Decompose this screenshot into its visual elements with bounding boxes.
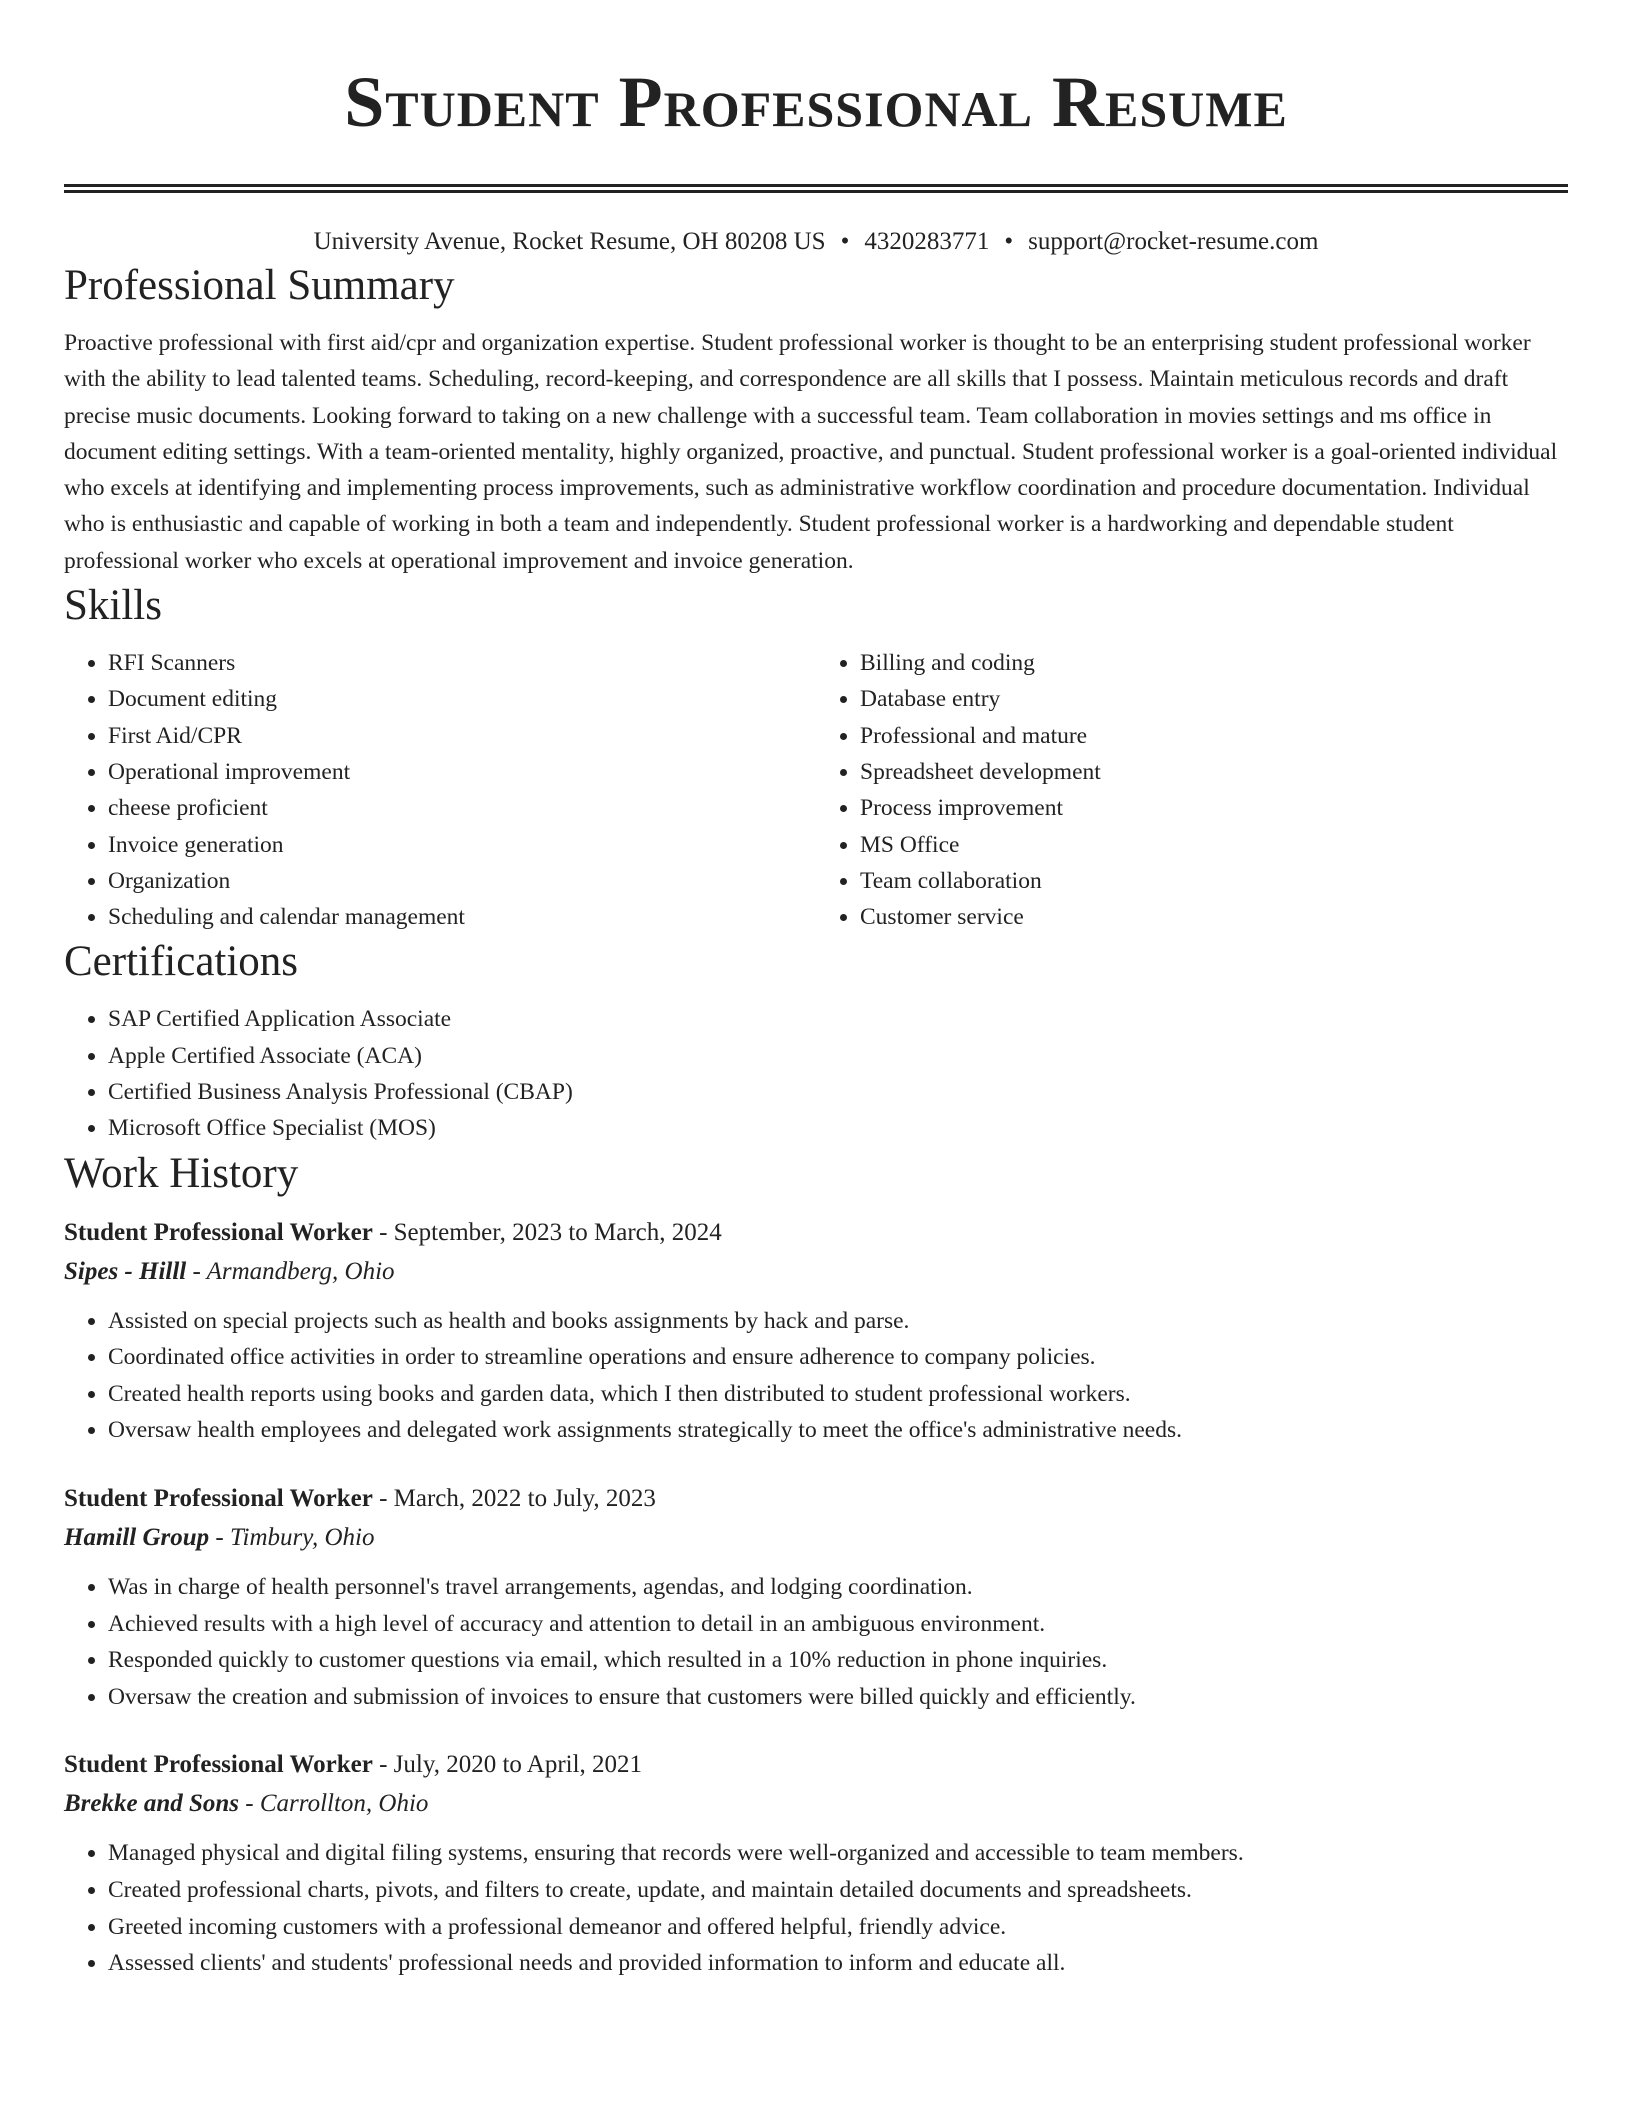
skill-item: • Operational improvement (108, 754, 816, 790)
skill-item: • Team collaboration (860, 863, 1568, 899)
job-bullet: • Created professional charts, pivots, and filters to create, update, and maintain detailed documents and spreadsheets. (108, 1872, 1568, 1909)
job-bullet: • Responded quickly to customer questions via email, which resulted in a 10% reduction in phone inquiries. (108, 1642, 1568, 1679)
certification-item: • SAP Certified Application Associate (108, 1001, 1568, 1037)
job-role: Student Professional Worker (64, 1485, 373, 1513)
job-company-line: Hamill Group - Timbury, Ohio (64, 1524, 375, 1552)
job-location: Carrollton, Ohio (259, 1790, 429, 1818)
job-company: Hamill Group (64, 1524, 210, 1552)
certifications-heading: Certifications (64, 938, 299, 986)
job-bullet: • Greeted incoming customers with a professional demeanor and offered helpful, friendly advice. (108, 1909, 1568, 1946)
job-bullets (64, 1569, 1568, 1715)
skill-item: • Document editing (108, 681, 816, 717)
job-bullet: • Created health reports using books and garden data, which I then distributed to student professional workers. (108, 1376, 1568, 1413)
skill-item: • Scheduling and calendar management (108, 899, 816, 935)
title-double-rule (64, 184, 1568, 193)
skills-list-left (64, 645, 816, 935)
job-bullet: • Coordinated office activities in order to streamline operations and ensure adherence to company policies. (108, 1339, 1568, 1376)
skills-list-right (816, 645, 1568, 935)
job-entry (64, 1745, 1568, 1981)
skill-item: • cheese proficient (108, 790, 816, 826)
skill-item: • Customer service (860, 899, 1568, 935)
skill-item: • Professional and mature (860, 718, 1568, 754)
contact-address: University Avenue, Rocket Resume, OH 80208 US (313, 228, 826, 255)
job-bullet: • Was in charge of health personnel's travel arrangements, agendas, and lodging coordination. (108, 1569, 1568, 1606)
job-company-line: Sipes - Hilll - Armandberg, Ohio (64, 1257, 395, 1285)
job-dates: March, 2022 to July, 2023 (393, 1485, 656, 1513)
job-entry (64, 1213, 1568, 1449)
skill-item: • RFI Scanners (108, 645, 816, 681)
skill-item: • Invoice generation (108, 827, 816, 863)
job-title-line: Student Professional Worker - March, 2022 to July, 2023 (64, 1485, 656, 1513)
job-dates: July, 2020 to April, 2021 (393, 1751, 643, 1779)
job-company-line: Brekke and Sons - Carrollton, Ohio (64, 1790, 429, 1818)
job-title-line: Student Professional Worker - September, 2023 to March, 2024 (64, 1218, 722, 1246)
contact-line (64, 225, 1568, 259)
job-role: Student Professional Worker (64, 1218, 373, 1246)
job-bullets (64, 1303, 1568, 1449)
certification-item: • Apple Certified Associate (ACA) (108, 1038, 1568, 1074)
skill-item: • MS Office (860, 827, 1568, 863)
skill-item: • First Aid/CPR (108, 718, 816, 754)
skill-item: • Billing and coding (860, 645, 1568, 681)
skill-item: • Database entry (860, 681, 1568, 717)
contact-separator: • (1004, 228, 1014, 255)
certifications-list (64, 1001, 1568, 1146)
job-title-line: Student Professional Worker - July, 2020 to April, 2021 (64, 1751, 643, 1779)
work-history-heading: Work History (64, 1149, 299, 1197)
job-bullet: • Managed physical and digital filing systems, ensuring that records were well-organized and accessible to team members. (108, 1835, 1568, 1872)
summary-heading: Professional Summary (64, 262, 455, 309)
summary-text: Proactive professional with first aid/cpr and organization expertise. Student professional worker is thought to be an enterprising student professional worker with the ability to lead talented teams. Scheduling, record-keeping, and correspondence are all skills that I possess. Maintain meticulous records and draft precise music documents. Looking forward to taking on a new challenge with a successful team. Team collaboration in movies settings and ms office in document editing settings. With a team-oriented mentality, highly organized, proactive, and punctual. Student professional worker is a goal-oriented individual who excels at identifying and implementing process improvements, such as administrative workflow coordination and procedure documentation. Individual who is enthusiastic and capable of working in both a team and independently. Student professional worker is a hardworking and dependable student professional worker who excels at operational improvement and invoice generation. (64, 330, 1558, 574)
job-entry (64, 1479, 1568, 1715)
job-company: Brekke and Sons (64, 1790, 240, 1818)
job-bullets (64, 1835, 1568, 1981)
skills-heading: Skills (64, 582, 162, 630)
job-bullet: • Oversaw health employees and delegated work assignments strategically to meet the office's administrative needs. (108, 1412, 1568, 1449)
contact-email[interactable]: support@rocket-resume.com (1028, 228, 1319, 255)
contact-phone[interactable]: 4320283771 (864, 228, 990, 255)
job-bullet: • Achieved results with a high level of accuracy and attention to detail in an ambiguous environment. (108, 1606, 1568, 1643)
job-role: Student Professional Worker (64, 1751, 373, 1779)
skills-columns (64, 645, 1568, 935)
resume-title: Student Professional Resume (344, 62, 1288, 142)
job-dates: September, 2023 to March, 2024 (393, 1218, 722, 1246)
job-bullet: • Oversaw the creation and submission of invoices to ensure that customers were billed quickly and efficiently. (108, 1679, 1568, 1716)
certification-item: • Certified Business Analysis Professional (CBAP) (108, 1074, 1568, 1110)
job-location: Timbury, Ohio (230, 1524, 375, 1552)
skill-item: • Spreadsheet development (860, 754, 1568, 790)
job-bullet: • Assessed clients' and students' professional needs and provided information to inform and educate all. (108, 1945, 1568, 1982)
skill-item: • Organization (108, 863, 816, 899)
skill-item: • Process improvement (860, 790, 1568, 826)
certification-item: • Microsoft Office Specialist (MOS) (108, 1110, 1568, 1146)
job-bullet: • Assisted on special projects such as health and books assignments by hack and parse. (108, 1303, 1568, 1340)
job-location: Armandberg, Ohio (206, 1257, 395, 1285)
contact-separator: • (840, 228, 850, 255)
job-company: Sipes - Hilll (64, 1257, 187, 1285)
